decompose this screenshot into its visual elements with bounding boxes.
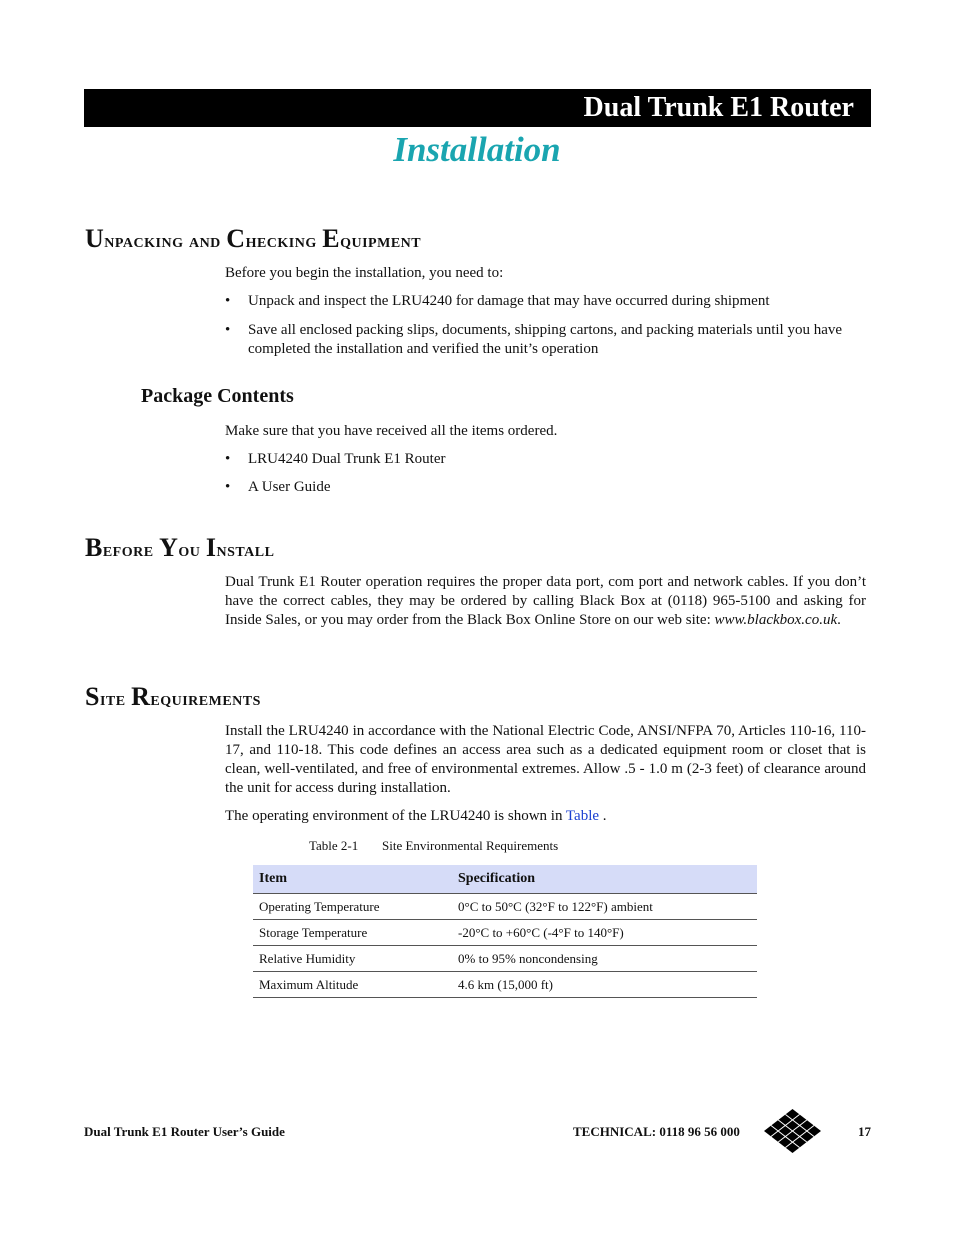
unpacking-intro: Before you begin the installation, you need to: xyxy=(225,265,504,281)
page-number: 17 xyxy=(858,1124,871,1139)
section-heading-unpacking: Unpacking and Checking Equipment xyxy=(85,224,422,253)
site-environment-table xyxy=(253,865,757,998)
column-header: Item xyxy=(253,865,452,894)
table-cell: Relative Humidity xyxy=(253,946,452,972)
table-row xyxy=(253,972,757,998)
package-contents-heading: Package Contents xyxy=(141,385,294,407)
header-title: Dual Trunk E1 Router xyxy=(583,92,854,123)
footer-technical-phone: TECHNICAL: 0118 96 56 000 xyxy=(573,1124,740,1139)
section-heading-site-requirements: Site Requirements xyxy=(85,682,261,711)
unpacking-bullet-1: Unpack and inspect the LRU4240 for damage that may have occurred during shipment xyxy=(248,293,770,309)
chapter-title: Installation xyxy=(393,130,561,169)
site-requirements-body: Install the LRU4240 in accordance with the National Electric Code, ANSI/NFPA 70, Articles 110-16, 110-17, and 110-18. This code defines an access area such as a dedicated equipment room or closet that is clean, well-ventilated, and free of environmental extremes. Allow .5 - 1.0 m (2-3 feet) of clearance around the unit for access during installation. xyxy=(225,723,866,796)
bullet-marker: • xyxy=(225,479,231,495)
table-row xyxy=(253,894,757,920)
table-row xyxy=(253,920,757,946)
bullet-marker: • xyxy=(225,322,231,338)
unpacking-bullet-2: Save all enclosed packing slips, documents, shipping cartons, and packing materials until you have completed the installation and verified the unit’s operation xyxy=(248,322,843,357)
header-bar xyxy=(84,89,871,127)
table-link[interactable]: Table xyxy=(565,808,600,824)
column-header: Specification xyxy=(452,865,757,894)
table-cell: 0% to 95% noncondensing xyxy=(452,946,757,972)
table-caption: Table 2-1 Site Environmental Requirements xyxy=(309,838,559,853)
bullet-marker: • xyxy=(225,451,231,467)
package-intro: Make sure that you have received all the items ordered. xyxy=(225,423,558,439)
package-bullet-1: LRU4240 Dual Trunk E1 Router xyxy=(248,451,446,467)
table-cell: Maximum Altitude xyxy=(253,972,452,998)
table-cell: 0°C to 50°C (32°F to 122°F) ambient xyxy=(452,894,757,920)
package-bullet-2: A User Guide xyxy=(248,479,331,495)
footer-guide-title: Dual Trunk E1 Router User’s Guide xyxy=(84,1124,285,1139)
black-box-logo-icon xyxy=(764,1109,821,1153)
table-header-row xyxy=(253,865,757,894)
website-link[interactable]: www.blackbox.co.uk xyxy=(714,612,838,628)
table-cell: Operating Temperature xyxy=(253,894,452,920)
before-install-body: Dual Trunk E1 Router operation requires the proper data port, com port and network cables. If you don’t have the correct cables, they may be ordered by calling Black Box at (0118) 965-5100 and asking for Inside Sales, or you may order from the Black Box Online Store on our web site: www.blackbox.co.uk. xyxy=(225,574,866,628)
table-cell: -20°C to +60°C (-4°F to 140°F) xyxy=(452,920,757,946)
table-cell: Storage Temperature xyxy=(253,920,452,946)
bullet-marker: • xyxy=(225,293,231,309)
environment-sentence: The operating environment of the LRU4240 is shown in Table . xyxy=(225,808,607,824)
section-heading-before-install: Before You Install xyxy=(85,533,275,562)
table-cell: 4.6 km (15,000 ft) xyxy=(452,972,757,998)
table-row xyxy=(253,946,757,972)
